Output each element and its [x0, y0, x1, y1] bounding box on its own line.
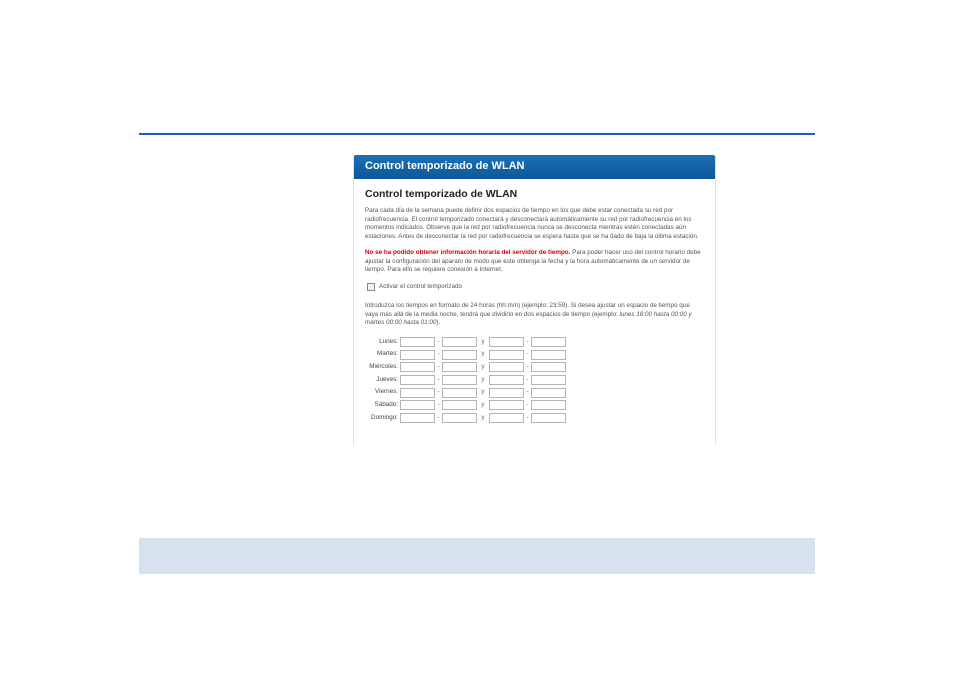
period2-end-input[interactable]	[531, 337, 566, 347]
range-dash: -	[437, 375, 440, 383]
day-label: Martes:	[377, 350, 398, 358]
range-dash: -	[526, 401, 529, 409]
weekly-schedule	[365, 336, 704, 425]
period1-end-input[interactable]	[442, 350, 477, 360]
schedule-row	[365, 412, 704, 425]
period2-start-input[interactable]	[489, 337, 524, 347]
activate-timer-label[interactable]: Activar el control temporizado	[379, 282, 462, 290]
day-label: Miércoles:	[369, 362, 398, 370]
and-separator: y	[481, 362, 485, 370]
time-format-instructions	[365, 302, 704, 328]
period2-start-input[interactable]	[489, 388, 524, 398]
activate-timer-checkbox[interactable]	[367, 283, 375, 291]
footer-band	[139, 538, 815, 574]
range-dash: -	[437, 401, 440, 409]
schedule-row	[365, 386, 704, 399]
and-separator: y	[481, 350, 485, 358]
range-dash: -	[437, 362, 440, 370]
period1-start-input[interactable]	[400, 362, 435, 372]
period2-end-input[interactable]	[531, 400, 566, 410]
range-dash: -	[437, 350, 440, 358]
range-dash: -	[437, 413, 440, 421]
period1-start-input[interactable]	[400, 413, 435, 423]
period2-start-input[interactable]	[489, 400, 524, 410]
period2-end-input[interactable]	[531, 350, 566, 360]
range-dash: -	[526, 350, 529, 358]
range-dash: -	[437, 388, 440, 396]
wlan-timer-panel	[353, 155, 716, 445]
period2-start-input[interactable]	[489, 350, 524, 360]
period2-start-input[interactable]	[489, 362, 524, 372]
warning-bold-text: No se ha podido obtener información horaria del servidor de tiempo.	[365, 249, 571, 256]
schedule-row	[365, 399, 704, 412]
day-label: Jueves:	[376, 375, 398, 383]
period1-end-input[interactable]	[442, 375, 477, 385]
period1-end-input[interactable]	[442, 400, 477, 410]
section-title: Control temporizado de WLAN	[365, 188, 518, 200]
period1-start-input[interactable]	[400, 337, 435, 347]
instructions-end: ).	[436, 319, 441, 326]
period2-end-input[interactable]	[531, 375, 566, 385]
period1-end-input[interactable]	[442, 337, 477, 347]
period2-start-input[interactable]	[489, 375, 524, 385]
period1-start-input[interactable]	[400, 400, 435, 410]
and-separator: y	[481, 413, 485, 421]
period1-end-input[interactable]	[442, 388, 477, 398]
day-label: Sábado:	[374, 401, 398, 409]
time-server-warning	[365, 249, 704, 275]
top-divider-line	[139, 133, 815, 135]
panel-header	[354, 155, 715, 179]
period1-start-input[interactable]	[400, 350, 435, 360]
and-separator: y	[481, 337, 485, 345]
panel-header-title: Control temporizado de WLAN	[365, 160, 525, 172]
schedule-row	[365, 374, 704, 387]
schedule-row	[365, 348, 704, 361]
range-dash: -	[526, 337, 529, 345]
range-dash: -	[526, 362, 529, 370]
instructions-text: Introduzca los tiempos en formato de 24 horas (hh:mm) (ejemplo: 23:59). Si desea ajustar un espacio de tiempo que vaya más allá de la media noche, tendrá que dividirlo en dos espacios de tiempo (ejemplo:	[365, 302, 690, 318]
day-label: Viernes:	[375, 388, 398, 396]
day-label: Domingo:	[371, 413, 398, 421]
period2-end-input[interactable]	[531, 362, 566, 372]
period2-end-input[interactable]	[531, 388, 566, 398]
period1-start-input[interactable]	[400, 388, 435, 398]
panel-body	[354, 179, 715, 424]
schedule-row	[365, 336, 704, 349]
range-dash: -	[526, 375, 529, 383]
day-label: Lunes:	[379, 337, 398, 345]
activate-timer-row[interactable]	[367, 283, 704, 292]
range-dash: -	[526, 388, 529, 396]
period1-start-input[interactable]	[400, 375, 435, 385]
period2-end-input[interactable]	[531, 413, 566, 423]
period2-start-input[interactable]	[489, 413, 524, 423]
instructions-example: lunes 18:00 hasta 00:00 y martes 00:00 hasta 01:00	[365, 310, 692, 326]
intro-text: Para cada día de la semana puede definir dos espacios de tiempo en los que debe estar conectada su red por radiofrecuencia. El control temporizado conectará y desconectará automáticamente su red por radiofrecuencia en los momentos indicados. Observe que la red por radiofrecuencia nunca se desconecta mientras estén conectadas aún estaciones. Antes de desconectar la red por radiofrecuencia se espera hasta que se ha dado de baja la última estación.	[365, 207, 699, 240]
and-separator: y	[481, 375, 485, 383]
and-separator: y	[481, 401, 485, 409]
period1-end-input[interactable]	[442, 413, 477, 423]
and-separator: y	[481, 388, 485, 396]
range-dash: -	[437, 337, 440, 345]
warning-detail-text: Para poder hacer uso del control horario debe ajustar la configuración del aparato de modo que éste obtenga la fecha y la hora automáticamente de un servidor de tiempo. Para ello se requiere conexión a Internet.	[365, 249, 701, 273]
period1-end-input[interactable]	[442, 362, 477, 372]
range-dash: -	[526, 413, 529, 421]
schedule-row	[365, 361, 704, 374]
